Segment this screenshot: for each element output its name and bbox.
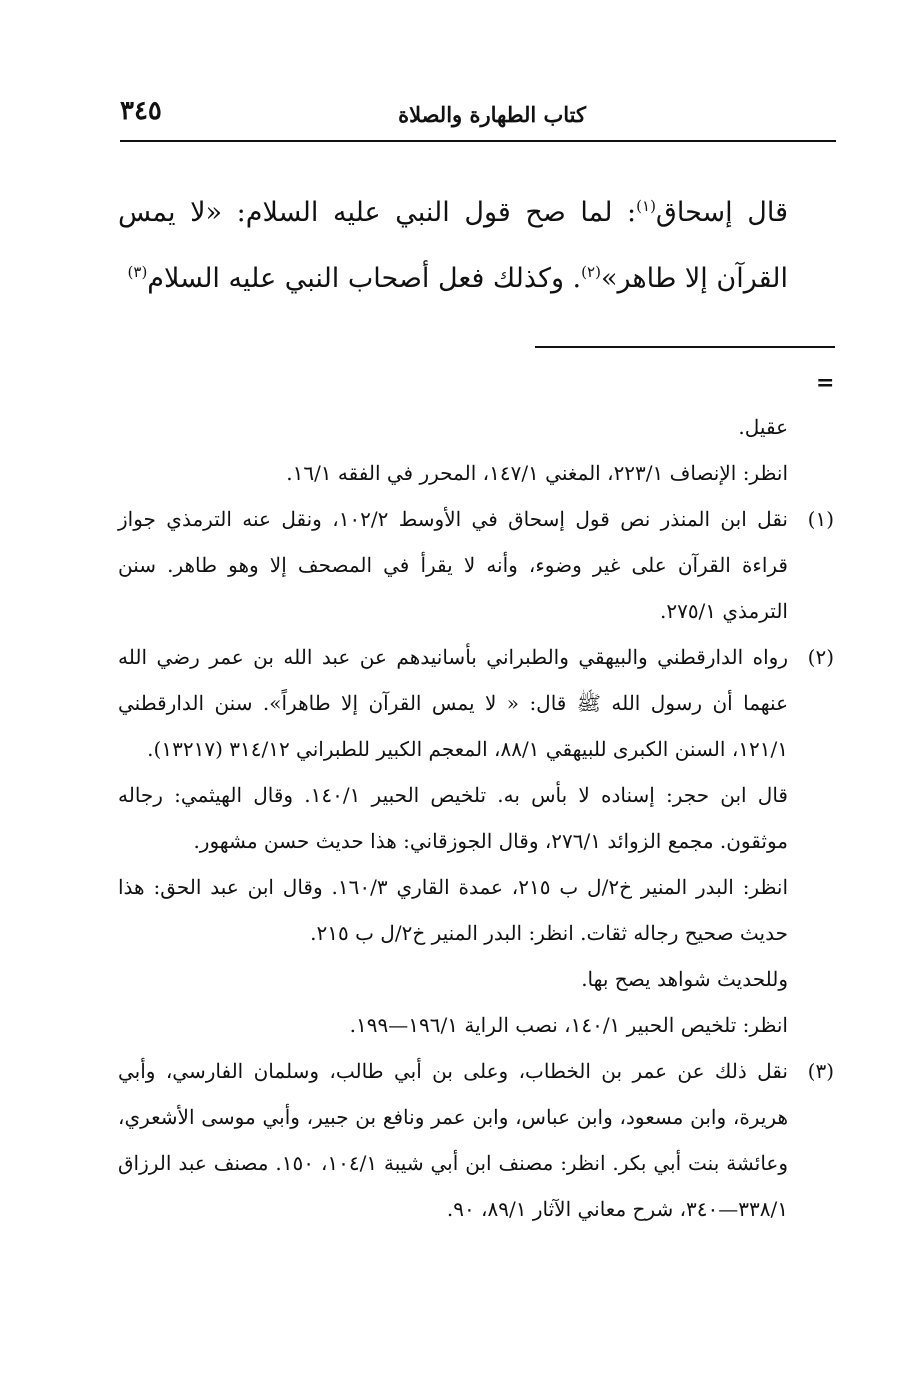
footnote-continuation: انظر: الإنصاف ٢٢٣/١، المغني ١٤٧/١، المحرر في الفقه ١٦/١. [286, 461, 788, 485]
main-text [118, 180, 788, 312]
main-paragraph: قال إسحاق$^{(١)}$: لما صح قول النبي عليه السلام: «لا يمس القرآن إلا طاهر»$^{(٢)}$. وكذلك فعل أصحاب النبي عليه السلام$^{(٣)}$ [118, 197, 788, 294]
footnote-number: (٢) [807, 645, 834, 669]
continuation-mark: = [816, 370, 835, 396]
footnote [118, 634, 834, 772]
footnote-paragraph: انظر: البدر المنير خ٢/ل ب ٢١٥، عمدة القاري ١٦٠/٣. وقال ابن عبد الحق: هذا حديث صحيح رجاله ثقات. انظر: البدر المنير خ٢/ل ب ٢١٥. [118, 875, 788, 945]
footnote-number: (١) [807, 507, 834, 531]
footnote-ref: (١) [636, 197, 656, 215]
header-rule [120, 140, 836, 142]
footnote-text: نقل ابن المنذر نص قول إسحاق في الأوسط ١٠٢/٢، ونقل عنه الترمذي جواز قراءة القرآن على غير وضوء، وأنه لا يقرأ في المصحف إلا وهو طاهر. سنن الترمذي ٢٧٥/١. [118, 507, 788, 623]
footnote-paragraph: انظر: تلخيص الحبير ١٤٠/١، نصب الراية ١٩٦/١—١٩٩. [349, 1013, 788, 1037]
footnote-separator [535, 346, 835, 348]
footnote [118, 496, 834, 634]
running-title: كتاب الطهارة والصلاة [398, 102, 586, 127]
footnote-text: رواه الدارقطني والبيهقي والطبراني بأسانيدهم عن عبد الله بن عمر رضي الله عنهما أن رسول الله ﷺ قال: « لا يمس القرآن إلا طاهراً». سنن الدارقطني ١٢١/١، السنن الكبرى للبيهقي ٨٨/١، المعجم الكبير للطبراني ٣١٤/١٢ (١٣٢١٧). [118, 645, 788, 761]
footnote [118, 1048, 834, 1232]
footnote-number: (٣) [807, 1059, 834, 1083]
page-number: ٣٤٥ [120, 96, 162, 126]
footnote-ref: (٣) [127, 263, 148, 281]
footnote-paragraph: قال ابن حجر: إسناده لا بأس به. تلخيص الحبير ١٤٠/١. وقال الهيثمي: رجاله موثقون. مجمع الزوائد ٢٧٦/١، وقال الجوزقاني: هذا حديث حسن مشهور. [118, 783, 788, 853]
footnote-continuation: عقيل. [738, 415, 788, 439]
footnote-paragraph: وللحديث شواهد يصح بها. [581, 967, 788, 991]
footnote-ref: (٢) [581, 263, 601, 281]
footnotes [118, 404, 834, 1232]
page-header [120, 96, 836, 142]
footnote-text: نقل ذلك عن عمر بن الخطاب، وعلى بن أبي طالب، وسلمان الفارسي، وأبي هريرة، وابن مسعود، وابن عباس، وابن عمر ونافع بن جبير، وأبي موسى الأشعري، وعائشة بنت أبي بكر. انظر: مصنف ابن أبي شيبة ١٠٤/١، ١٥٠. مصنف عبد الرزاق ٣٣٨/١—٣٤٠، شرح معاني الآثار ٨٩/١، ٩٠. [118, 1059, 789, 1221]
